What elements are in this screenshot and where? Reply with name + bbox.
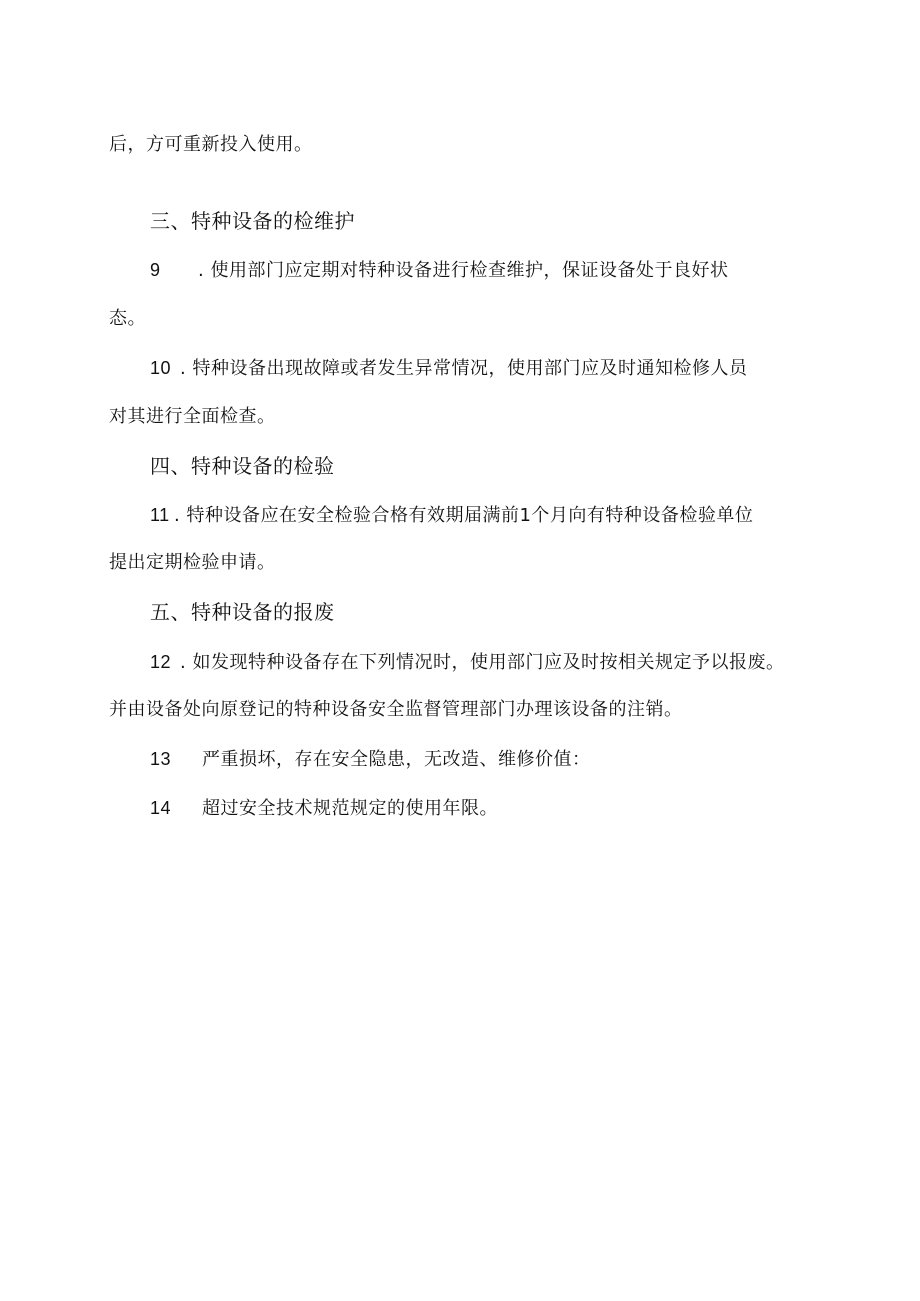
line-text: 态。 bbox=[109, 308, 146, 329]
item-number: 14 bbox=[150, 798, 172, 818]
list-item-13 bbox=[150, 747, 591, 772]
list-item-11 bbox=[150, 503, 753, 528]
line-text: . 如发现特种设备存在下列情况时，使用部门应及时按相关规定予以报废。 bbox=[180, 652, 785, 673]
item-number: 12 bbox=[150, 652, 172, 672]
section-heading bbox=[150, 599, 335, 625]
line-text: . 特种设备出现故障或者发生异常情况，使用部门应及时通知检修人员 bbox=[180, 358, 748, 379]
list-item-9 bbox=[150, 258, 728, 283]
line-text: 超过安全技术规范规定的使用年限。 bbox=[202, 798, 498, 819]
paragraph-line bbox=[109, 133, 313, 157]
item-number: 10 bbox=[150, 358, 172, 378]
line-text: . 特种设备应在安全检验合格有效期届满前1个月向有特种设备检验单位 bbox=[174, 505, 754, 526]
line-text: 并由设备处向原登记的特种设备安全监督管理部门办理该设备的注销。 bbox=[109, 699, 683, 720]
paragraph-line bbox=[109, 405, 276, 429]
paragraph-line bbox=[109, 307, 146, 331]
item-number: 11 bbox=[150, 505, 170, 525]
list-item-10 bbox=[150, 356, 747, 381]
list-item-14 bbox=[150, 796, 498, 821]
item-number: 9 bbox=[150, 260, 161, 280]
line-text: 后，方可重新投入使用。 bbox=[109, 134, 313, 155]
line-text: 提出定期检验申请。 bbox=[109, 552, 276, 573]
heading-text: 三、特种设备的检维护 bbox=[150, 209, 355, 233]
list-item-12 bbox=[150, 650, 784, 675]
line-text: . 使用部门应定期对特种设备进行检查维护，保证设备处于良好状 bbox=[198, 260, 729, 281]
paragraph-line bbox=[109, 551, 276, 575]
paragraph-line bbox=[109, 698, 683, 722]
item-number: 13 bbox=[150, 749, 172, 769]
line-text: 严重损坏，存在安全隐患，无改造、维修价值： bbox=[202, 749, 591, 770]
heading-text: 四、特种设备的检验 bbox=[150, 454, 335, 478]
section-heading bbox=[150, 453, 335, 479]
line-text: 对其进行全面检查。 bbox=[109, 406, 276, 427]
section-heading bbox=[150, 208, 355, 234]
heading-text: 五、特种设备的报废 bbox=[150, 600, 335, 624]
